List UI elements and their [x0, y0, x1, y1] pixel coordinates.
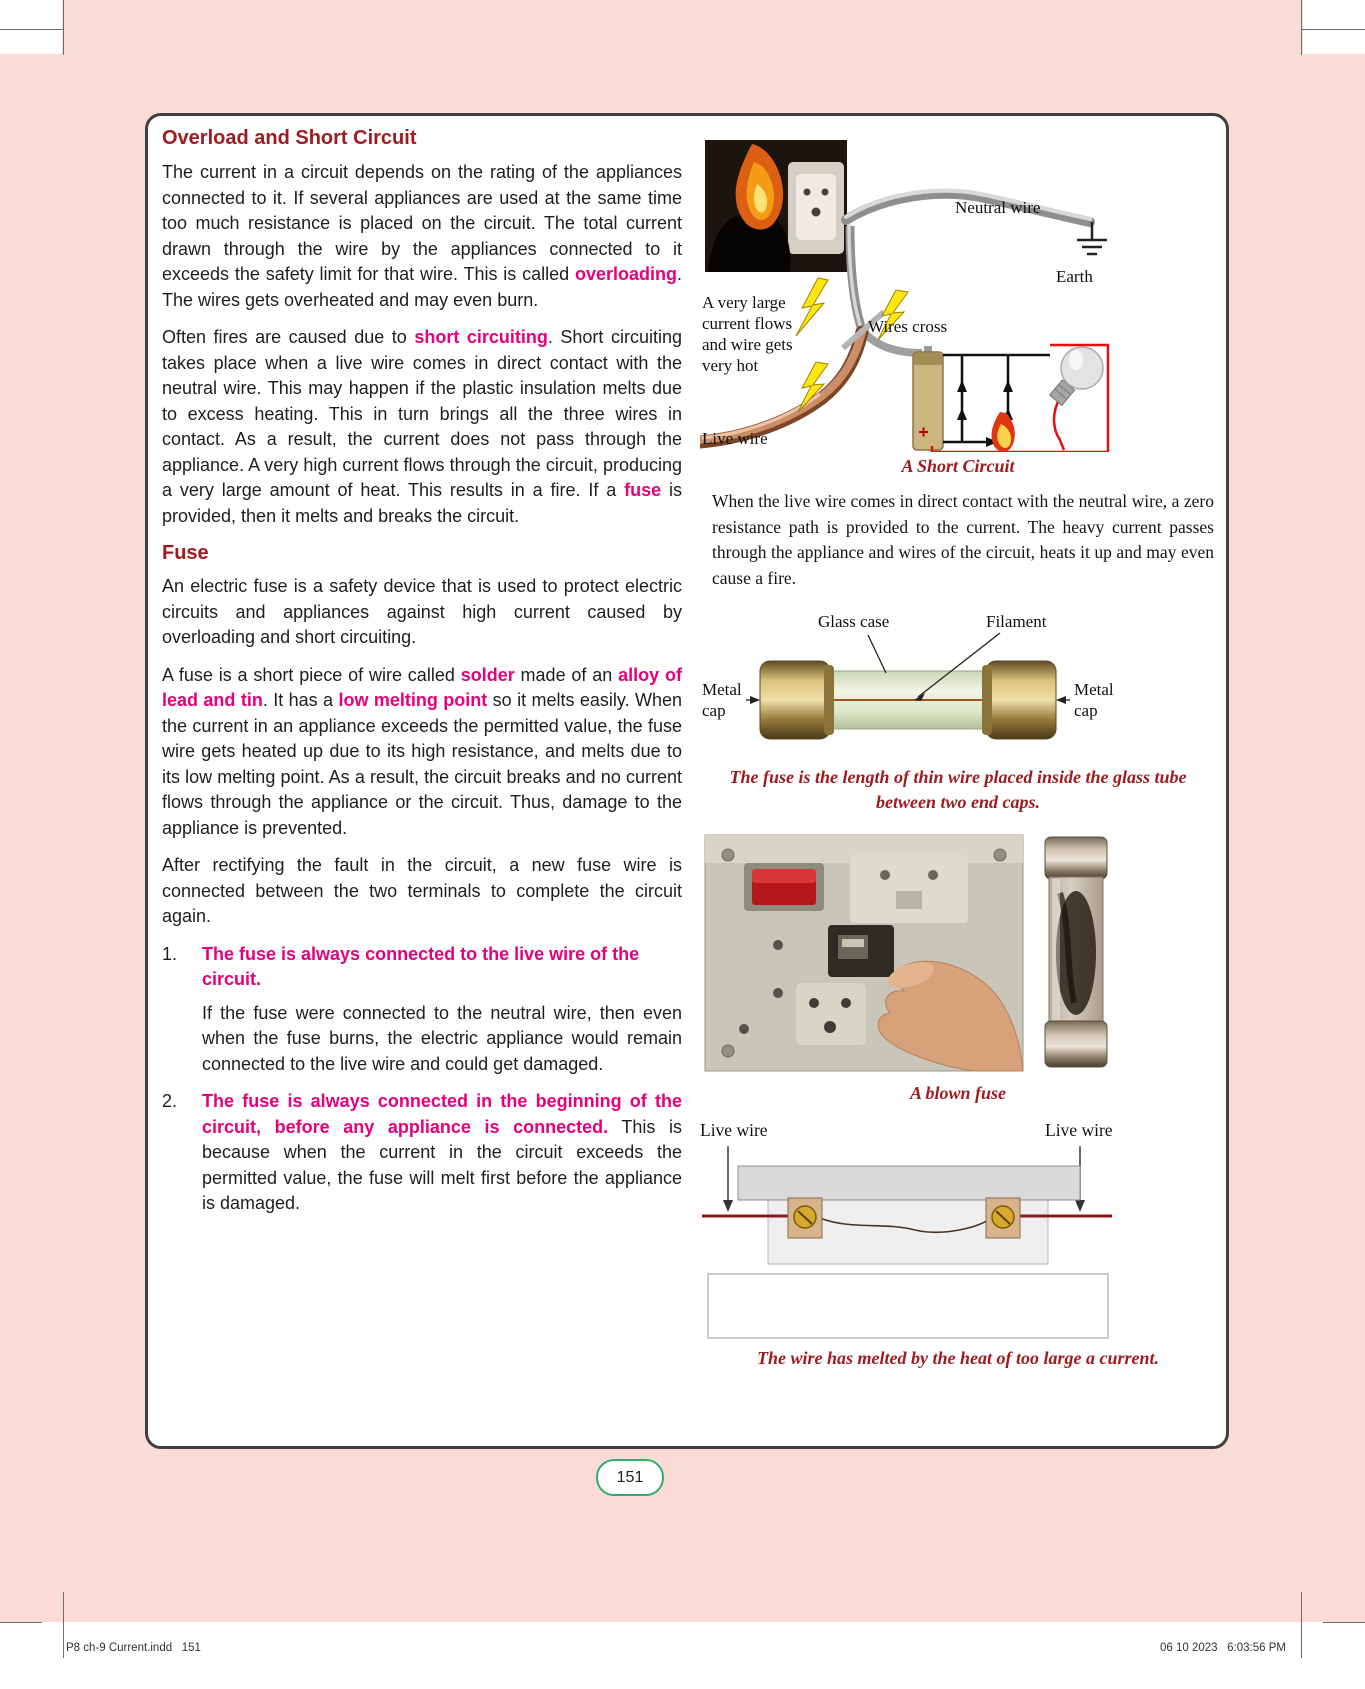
large-current-label: A very large current flows and wire gets very hot [702, 293, 793, 375]
earth-symbol-icon [1077, 222, 1107, 254]
paragraph-fuse-definition: An electric fuse is a safety device that is used to protect electric circuits and appliances against high current caused by overloading and short circuiting. [162, 576, 682, 647]
crop-mark [1301, 1592, 1302, 1658]
page-number: 151 [616, 1468, 644, 1486]
blown-fuse-caption: A blown fuse [909, 1083, 1007, 1103]
page-number-badge [596, 1459, 664, 1496]
blown-fuse-figure [700, 833, 1216, 1073]
paragraph-short-circuiting: Often fires are caused due to short circuiting. Short circuiting takes place when a live wire comes in direct contact with the neutral wire. This may happen if the plastic insulation melts due to excess heating. This in turn brings all the three wires in contact. As a result, the current does not pass through the appliance. A very high current flows through the circuit, producing a very large amount of heat. This results in a fire. If a fuse is provided, then it melts and breaks the circuit. [162, 327, 683, 526]
fuse-diagram-caption: The fuse is the length of thin wire placed inside the glass tube between two end caps. [729, 767, 1187, 812]
paragraph-rectify: After rectifying the fault in the circuit, a new fuse wire is connected between the two terminals to complete the circuit again. [162, 855, 682, 926]
figure-column [700, 140, 1216, 1371]
fuse-diagram-figure [700, 611, 1216, 761]
neutral-wire-label: Neutral wire [955, 198, 1041, 217]
short-circuit-caption: A Short Circuit [901, 456, 1015, 476]
terminal-left [788, 1198, 822, 1238]
crop-mark [0, 29, 63, 30]
bulb-illustration [1050, 347, 1103, 405]
list-item-2 [162, 1089, 682, 1217]
list-item-1 [162, 942, 682, 1078]
battery-illustration [913, 346, 943, 450]
live-wire-left-label: Live wire [700, 1120, 768, 1140]
metal-cap-right-label: Metal cap [1074, 680, 1114, 720]
switch-panel-photo [705, 835, 1023, 1071]
crop-mark [63, 0, 64, 55]
list-number-1: 1. [162, 943, 178, 964]
live-wire-label: Live wire [702, 429, 768, 448]
list-item-1-body: If the fuse were connected to the neutral wire, then even when the fuse burns, the electric appliance would remain connected to the live wire and could get damaged. [202, 1002, 682, 1074]
content-box [145, 113, 1229, 1449]
crop-mark [1301, 0, 1302, 55]
melted-wire-caption: The wire has melted by the heat of too large a current. [757, 1348, 1159, 1368]
text-column [162, 126, 682, 1229]
list-number-2: 2. [162, 1091, 178, 1111]
socket-plate [850, 855, 968, 923]
wires-cross-label: Wires cross [868, 317, 948, 336]
heading-overload-short-circuit: Overload and Short Circuit [162, 127, 417, 149]
metal-cap-left-illustration [760, 661, 830, 739]
burning-socket-photo [705, 140, 847, 272]
footer-file-info: P8 ch-9 Current.indd 151 [66, 1642, 201, 1654]
live-wire-right-label: Live wire [1045, 1120, 1113, 1140]
base-box [708, 1274, 1108, 1338]
carrier-lid [738, 1166, 1080, 1200]
melted-wire-figure [700, 1120, 1216, 1342]
terminal-right [986, 1198, 1020, 1238]
lower-socket [796, 983, 866, 1045]
paragraph-solder: A fuse is a short piece of wire called solder made of an alloy of lead and tin. It has a low melting point so it melts easily. When the current in an appliance exceeds the permitted value, the fuse wire gets heated up due to its high resistance, and melts due to its low melting point. As a result, the circuit breaks and no current flows through the appliance or the circuit. Thus, damage to the appliance is prevented. [162, 664, 683, 838]
paragraph-overloading: The current in a circuit depends on the rating of the appliances connected to it. If several appliances are used at the same time too much resistance is placed on the circuit. The total current drawn through the wire by the appliances connected to it exceeds the safety limit for that wire. This is called overloading. The wires gets overheated and may even burn. [162, 162, 682, 310]
list-item-1-title: The fuse is always connected to the live wire of the circuit. [202, 943, 640, 989]
crop-mark [0, 1622, 42, 1623]
heading-fuse: Fuse [162, 542, 209, 564]
short-circuit-description: When the live wire comes in direct contact with the neutral wire, a zero resistance path is provided to the current. The heavy current passes through the appliance and wires of the circuit, heats it up and may even cause a fire. [712, 491, 1214, 588]
footer-timestamp: 06 10 2023 6:03:56 PM [1160, 1642, 1286, 1654]
glass-case-label: Glass case [818, 612, 890, 631]
short-circuit-figure [700, 140, 1216, 452]
list-item-2-body: The fuse is always connected in the beginning of the circuit, before any appliance is connected. This is because when the current in the circuit exceeds the permitted value, the fuse will melt first before the appliance is damaged. [202, 1091, 682, 1213]
fuse-diagram [700, 611, 1216, 761]
crop-mark [1302, 29, 1365, 30]
crop-corner-tr [1303, 0, 1365, 54]
melted-wire-diagram [700, 1146, 1216, 1342]
crop-mark [1323, 1622, 1365, 1623]
metal-cap-left-label: Metal cap [702, 680, 742, 720]
crop-corner-tl [0, 0, 62, 54]
metal-cap-right-illustration [986, 661, 1056, 739]
filament-label: Filament [986, 612, 1047, 631]
earth-label: Earth [1056, 267, 1093, 286]
crop-mark [63, 1592, 64, 1658]
blown-fuse-photo [700, 833, 1216, 1073]
blown-fuse-tube-photo [1045, 837, 1107, 1067]
bottom-margin-band [0, 1622, 1365, 1689]
